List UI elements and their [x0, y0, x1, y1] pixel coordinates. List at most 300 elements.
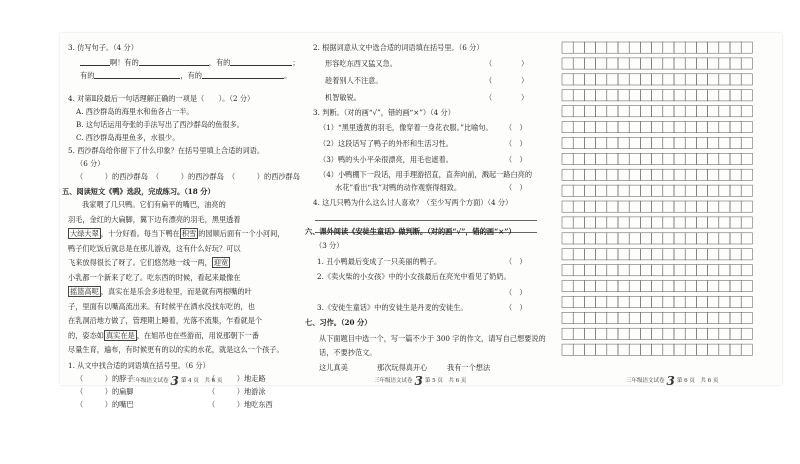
grid-cell[interactable] [696, 233, 707, 244]
grid-cell[interactable] [663, 217, 674, 228]
grid-cell[interactable] [596, 265, 607, 276]
grid-cell[interactable] [719, 153, 730, 164]
grid-cell[interactable] [696, 106, 707, 117]
grid-cell[interactable] [562, 296, 573, 307]
grid-cell[interactable] [730, 90, 741, 101]
answer-paren[interactable]: （ ） [505, 123, 527, 132]
grid-cell[interactable] [674, 265, 685, 276]
grid-cell[interactable] [663, 90, 674, 101]
grid-cell[interactable] [640, 58, 651, 69]
grid-cell[interactable] [741, 153, 752, 164]
grid-cell[interactable] [696, 296, 707, 307]
grid-cell[interactable] [596, 122, 607, 133]
grid-cell[interactable] [685, 201, 696, 212]
grid-cell[interactable] [596, 281, 607, 292]
grid-cell[interactable] [618, 90, 629, 101]
grid-cell[interactable] [741, 344, 752, 355]
grid-cell[interactable] [607, 312, 618, 323]
grid-cell[interactable] [730, 153, 741, 164]
grid-cell[interactable] [629, 137, 640, 148]
grid-cell[interactable] [596, 201, 607, 212]
grid-cell[interactable] [584, 344, 595, 355]
grid-cell[interactable] [708, 74, 719, 85]
grid-cell[interactable] [573, 265, 584, 276]
grid-cell[interactable] [708, 281, 719, 292]
grid-cell[interactable] [652, 42, 663, 53]
answer-paren[interactable]: （ ） [485, 93, 529, 102]
grid-cell[interactable] [730, 233, 741, 244]
grid-cell[interactable] [674, 312, 685, 323]
grid-cell[interactable] [584, 265, 595, 276]
grid-cell[interactable] [663, 185, 674, 196]
grid-cell[interactable] [573, 296, 584, 307]
grid-cell[interactable] [696, 281, 707, 292]
grid-cell[interactable] [652, 201, 663, 212]
grid-cell[interactable] [573, 312, 584, 323]
grid-cell[interactable] [652, 233, 663, 244]
grid-cell[interactable] [719, 249, 730, 260]
grid-cell[interactable] [663, 312, 674, 323]
grid-cell[interactable] [741, 281, 752, 292]
q1-cell[interactable]: （ ）的嘴巴 [76, 400, 134, 409]
grid-cell[interactable] [618, 122, 629, 133]
composition-grid[interactable] [554, 40, 776, 362]
answer-blank[interactable] [80, 58, 110, 66]
grid-cell[interactable] [584, 74, 595, 85]
grid-cell[interactable] [730, 265, 741, 276]
grid-cell[interactable] [584, 185, 595, 196]
grid-cell[interactable] [719, 312, 730, 323]
grid-cell[interactable] [663, 281, 674, 292]
grid-cell[interactable] [562, 74, 573, 85]
grid-cell[interactable] [741, 74, 752, 85]
grid-cell[interactable] [629, 217, 640, 228]
grid-cell[interactable] [730, 58, 741, 69]
grid-cell[interactable] [640, 153, 651, 164]
grid-cell[interactable] [674, 74, 685, 85]
grid-cell[interactable] [730, 217, 741, 228]
grid-cell[interactable] [719, 281, 730, 292]
grid-cell[interactable] [719, 90, 730, 101]
grid-cell[interactable] [607, 90, 618, 101]
grid-cell[interactable] [584, 90, 595, 101]
grid-cell[interactable] [696, 312, 707, 323]
grid-cell[interactable] [562, 344, 573, 355]
grid-cell[interactable] [708, 153, 719, 164]
grid-cell[interactable] [584, 106, 595, 117]
grid-cell[interactable] [607, 281, 618, 292]
grid-cell[interactable] [562, 265, 573, 276]
grid-cell[interactable] [741, 42, 752, 53]
grid-cell[interactable] [730, 74, 741, 85]
grid-cell[interactable] [573, 185, 584, 196]
grid-cell[interactable] [674, 233, 685, 244]
grid-cell[interactable] [685, 217, 696, 228]
grid-cell[interactable] [696, 74, 707, 85]
answer-blank[interactable] [94, 71, 180, 79]
grid-cell[interactable] [652, 185, 663, 196]
grid-cell[interactable] [618, 106, 629, 117]
grid-cell[interactable] [663, 201, 674, 212]
grid-cell[interactable] [719, 217, 730, 228]
grid-cell[interactable] [629, 42, 640, 53]
q5-item[interactable]: （ ）的西沙群岛 [76, 172, 148, 181]
grid-cell[interactable] [730, 185, 741, 196]
grid-cell[interactable] [652, 106, 663, 117]
grid-cell[interactable] [674, 344, 685, 355]
answer-paren[interactable]: （ ） [505, 155, 527, 164]
grid-cell[interactable] [674, 217, 685, 228]
grid-cell[interactable] [663, 296, 674, 307]
grid-cell[interactable] [640, 265, 651, 276]
q1-cell[interactable]: （ ）地吃东西 [208, 400, 273, 409]
grid-cell[interactable] [719, 106, 730, 117]
grid-cell[interactable] [685, 169, 696, 180]
grid-cell[interactable] [708, 328, 719, 339]
grid-cell[interactable] [562, 90, 573, 101]
grid-cell[interactable] [674, 90, 685, 101]
grid-cell[interactable] [640, 328, 651, 339]
grid-cell[interactable] [708, 296, 719, 307]
grid-cell[interactable] [607, 217, 618, 228]
grid-cell[interactable] [596, 312, 607, 323]
grid-cell[interactable] [640, 233, 651, 244]
answer-paren[interactable]: （ ） [505, 257, 527, 266]
grid-cell[interactable] [719, 296, 730, 307]
grid-cell[interactable] [652, 74, 663, 85]
grid-cell[interactable] [584, 201, 595, 212]
grid-cell[interactable] [730, 296, 741, 307]
grid-cell[interactable] [685, 185, 696, 196]
grid-cell[interactable] [685, 137, 696, 148]
grid-cell[interactable] [562, 217, 573, 228]
grid-cell[interactable] [663, 122, 674, 133]
grid-cell[interactable] [674, 328, 685, 339]
grid-cell[interactable] [741, 312, 752, 323]
grid-cell[interactable] [652, 153, 663, 164]
grid-cell[interactable] [730, 122, 741, 133]
grid-cell[interactable] [629, 74, 640, 85]
grid-cell[interactable] [685, 344, 696, 355]
grid-cell[interactable] [607, 296, 618, 307]
grid-cell[interactable] [708, 344, 719, 355]
grid-cell[interactable] [708, 106, 719, 117]
grid-cell[interactable] [607, 249, 618, 260]
grid-cell[interactable] [730, 328, 741, 339]
grid-cell[interactable] [562, 281, 573, 292]
grid-cell[interactable] [629, 153, 640, 164]
grid-cell[interactable] [607, 185, 618, 196]
grid-cell[interactable] [652, 312, 663, 323]
grid-cell[interactable] [652, 58, 663, 69]
grid-cell[interactable] [663, 153, 674, 164]
grid-cell[interactable] [584, 153, 595, 164]
grid-cell[interactable] [584, 42, 595, 53]
grid-cell[interactable] [708, 249, 719, 260]
grid-cell[interactable] [663, 169, 674, 180]
grid-cell[interactable] [596, 185, 607, 196]
grid-cell[interactable] [562, 42, 573, 53]
grid-cell[interactable] [562, 201, 573, 212]
grid-cell[interactable] [573, 153, 584, 164]
grid-cell[interactable] [607, 233, 618, 244]
grid-cell[interactable] [730, 281, 741, 292]
grid-cell[interactable] [618, 344, 629, 355]
grid-cell[interactable] [663, 137, 674, 148]
grid-cell[interactable] [573, 74, 584, 85]
grid-cell[interactable] [573, 281, 584, 292]
grid-cell[interactable] [652, 137, 663, 148]
grid-cell[interactable] [607, 58, 618, 69]
grid-cell[interactable] [640, 296, 651, 307]
grid-cell[interactable] [741, 185, 752, 196]
grid-cell[interactable] [741, 90, 752, 101]
grid-cell[interactable] [596, 217, 607, 228]
grid-cell[interactable] [685, 233, 696, 244]
grid-cell[interactable] [562, 58, 573, 69]
grid-cell[interactable] [573, 233, 584, 244]
grid-cell[interactable] [573, 328, 584, 339]
grid-cell[interactable] [618, 265, 629, 276]
grid-cell[interactable] [584, 169, 595, 180]
grid-cell[interactable] [663, 74, 674, 85]
grid-cell[interactable] [741, 122, 752, 133]
grid-cell[interactable] [652, 249, 663, 260]
grid-cell[interactable] [741, 217, 752, 228]
grid-cell[interactable] [730, 249, 741, 260]
grid-cell[interactable] [629, 58, 640, 69]
grid-cell[interactable] [674, 58, 685, 69]
grid-cell[interactable] [652, 122, 663, 133]
grid-cell[interactable] [696, 90, 707, 101]
grid-cell[interactable] [562, 153, 573, 164]
grid-cell[interactable] [562, 233, 573, 244]
grid-cell[interactable] [640, 42, 651, 53]
grid-cell[interactable] [607, 265, 618, 276]
grid-cell[interactable] [674, 153, 685, 164]
grid-cell[interactable] [618, 328, 629, 339]
grid-cell[interactable] [696, 185, 707, 196]
grid-cell[interactable] [629, 201, 640, 212]
grid-cell[interactable] [573, 106, 584, 117]
grid-cell[interactable] [719, 122, 730, 133]
grid-cell[interactable] [730, 106, 741, 117]
grid-cell[interactable] [674, 106, 685, 117]
grid-cell[interactable] [674, 281, 685, 292]
grid-cell[interactable] [708, 217, 719, 228]
grid-cell[interactable] [685, 74, 696, 85]
grid-cell[interactable] [618, 281, 629, 292]
grid-cell[interactable] [663, 42, 674, 53]
grid-cell[interactable] [696, 249, 707, 260]
grid-cell[interactable] [663, 106, 674, 117]
grid-cell[interactable] [607, 169, 618, 180]
grid-cell[interactable] [562, 185, 573, 196]
grid-cell[interactable] [584, 122, 595, 133]
grid-cell[interactable] [719, 58, 730, 69]
grid-cell[interactable] [730, 344, 741, 355]
grid-cell[interactable] [596, 169, 607, 180]
grid-cell[interactable] [607, 344, 618, 355]
grid-cell[interactable] [640, 185, 651, 196]
grid-cell[interactable] [629, 281, 640, 292]
grid-cell[interactable] [607, 74, 618, 85]
grid-cell[interactable] [685, 122, 696, 133]
grid-cell[interactable] [696, 137, 707, 148]
grid-cell[interactable] [596, 74, 607, 85]
grid-cell[interactable] [618, 58, 629, 69]
grid-cell[interactable] [696, 201, 707, 212]
answer-paren[interactable]: （ ） [505, 303, 527, 312]
grid-cell[interactable] [652, 217, 663, 228]
grid-cell[interactable] [584, 217, 595, 228]
grid-cell[interactable] [741, 169, 752, 180]
grid-cell[interactable] [719, 169, 730, 180]
grid-cell[interactable] [640, 281, 651, 292]
grid-cell[interactable] [708, 201, 719, 212]
grid-cell[interactable] [663, 328, 674, 339]
grid-cell[interactable] [674, 185, 685, 196]
grid-cell[interactable] [685, 42, 696, 53]
grid-cell[interactable] [596, 249, 607, 260]
grid-cell[interactable] [596, 58, 607, 69]
grid-cell[interactable] [741, 249, 752, 260]
grid-cell[interactable] [562, 328, 573, 339]
grid-cell[interactable] [652, 328, 663, 339]
grid-cell[interactable] [596, 328, 607, 339]
grid-cell[interactable] [685, 296, 696, 307]
grid-cell[interactable] [652, 90, 663, 101]
grid-cell[interactable] [596, 90, 607, 101]
grid-cell[interactable] [584, 312, 595, 323]
grid-cell[interactable] [596, 153, 607, 164]
grid-cell[interactable] [584, 328, 595, 339]
answer-blank[interactable] [230, 58, 292, 66]
grid-cell[interactable] [685, 281, 696, 292]
grid-cell[interactable] [573, 249, 584, 260]
grid-cell[interactable] [696, 169, 707, 180]
grid-cell[interactable] [629, 90, 640, 101]
grid-cell[interactable] [685, 328, 696, 339]
grid-cell[interactable] [629, 233, 640, 244]
grid-cell[interactable] [573, 58, 584, 69]
grid-cell[interactable] [640, 169, 651, 180]
grid-cell[interactable] [629, 106, 640, 117]
grid-cell[interactable] [696, 328, 707, 339]
grid-cell[interactable] [708, 265, 719, 276]
grid-cell[interactable] [607, 328, 618, 339]
grid-cell[interactable] [696, 122, 707, 133]
grid-cell[interactable] [629, 328, 640, 339]
grid-cell[interactable] [596, 344, 607, 355]
grid-cell[interactable] [607, 42, 618, 53]
grid-cell[interactable] [618, 169, 629, 180]
grid-cell[interactable] [607, 106, 618, 117]
grid-cell[interactable] [652, 344, 663, 355]
grid-cell[interactable] [640, 344, 651, 355]
q5-item[interactable]: （ ）的西沙群岛 [228, 172, 300, 181]
grid-cell[interactable] [663, 233, 674, 244]
grid-cell[interactable] [584, 249, 595, 260]
grid-cell[interactable] [596, 42, 607, 53]
answer-paren[interactable]: （ ） [505, 288, 527, 297]
grid-cell[interactable] [663, 344, 674, 355]
grid-cell[interactable] [741, 328, 752, 339]
answer-paren[interactable]: （ ） [485, 76, 529, 85]
grid-cell[interactable] [596, 233, 607, 244]
composition-grid-svg[interactable] [554, 40, 776, 362]
grid-cell[interactable] [730, 169, 741, 180]
q5-item[interactable]: （ ）的西沙群岛 [152, 172, 224, 181]
grid-cell[interactable] [629, 185, 640, 196]
grid-cell[interactable] [640, 217, 651, 228]
grid-cell[interactable] [708, 312, 719, 323]
grid-cell[interactable] [674, 169, 685, 180]
grid-cell[interactable] [640, 137, 651, 148]
grid-cell[interactable] [708, 90, 719, 101]
grid-cell[interactable] [741, 296, 752, 307]
grid-cell[interactable] [584, 58, 595, 69]
grid-cell[interactable] [663, 249, 674, 260]
grid-cell[interactable] [629, 122, 640, 133]
grid-cell[interactable] [607, 137, 618, 148]
grid-cell[interactable] [741, 201, 752, 212]
grid-cell[interactable] [685, 312, 696, 323]
grid-cell[interactable] [708, 42, 719, 53]
grid-cell[interactable] [562, 312, 573, 323]
grid-cell[interactable] [685, 265, 696, 276]
grid-cell[interactable] [741, 137, 752, 148]
grid-cell[interactable] [696, 217, 707, 228]
grid-cell[interactable] [719, 233, 730, 244]
grid-cell[interactable] [618, 185, 629, 196]
q1-cell[interactable]: （ ）地走路 [208, 374, 266, 383]
grid-cell[interactable] [562, 169, 573, 180]
grid-cell[interactable] [652, 281, 663, 292]
grid-cell[interactable] [719, 42, 730, 53]
grid-cell[interactable] [618, 217, 629, 228]
answer-blank[interactable] [139, 58, 209, 66]
grid-cell[interactable] [674, 201, 685, 212]
grid-cell[interactable] [663, 265, 674, 276]
grid-cell[interactable] [640, 312, 651, 323]
grid-cell[interactable] [741, 233, 752, 244]
grid-cell[interactable] [708, 169, 719, 180]
grid-cell[interactable] [562, 122, 573, 133]
grid-cell[interactable] [629, 312, 640, 323]
grid-cell[interactable] [652, 169, 663, 180]
grid-cell[interactable] [730, 312, 741, 323]
grid-cell[interactable] [562, 249, 573, 260]
grid-cell[interactable] [596, 106, 607, 117]
grid-cell[interactable] [584, 137, 595, 148]
grid-cell[interactable] [640, 122, 651, 133]
answer-line[interactable] [315, 220, 537, 221]
grid-cell[interactable] [741, 265, 752, 276]
grid-cell[interactable] [618, 233, 629, 244]
grid-cell[interactable] [573, 217, 584, 228]
grid-cell[interactable] [708, 137, 719, 148]
grid-cell[interactable] [629, 265, 640, 276]
grid-cell[interactable] [730, 137, 741, 148]
grid-cell[interactable] [708, 122, 719, 133]
answer-paren[interactable]: （ ） [505, 183, 527, 192]
grid-cell[interactable] [674, 296, 685, 307]
grid-cell[interactable] [640, 90, 651, 101]
grid-cell[interactable] [685, 153, 696, 164]
q1-cell[interactable]: （ ）地游泳 [208, 387, 266, 396]
grid-cell[interactable] [674, 137, 685, 148]
